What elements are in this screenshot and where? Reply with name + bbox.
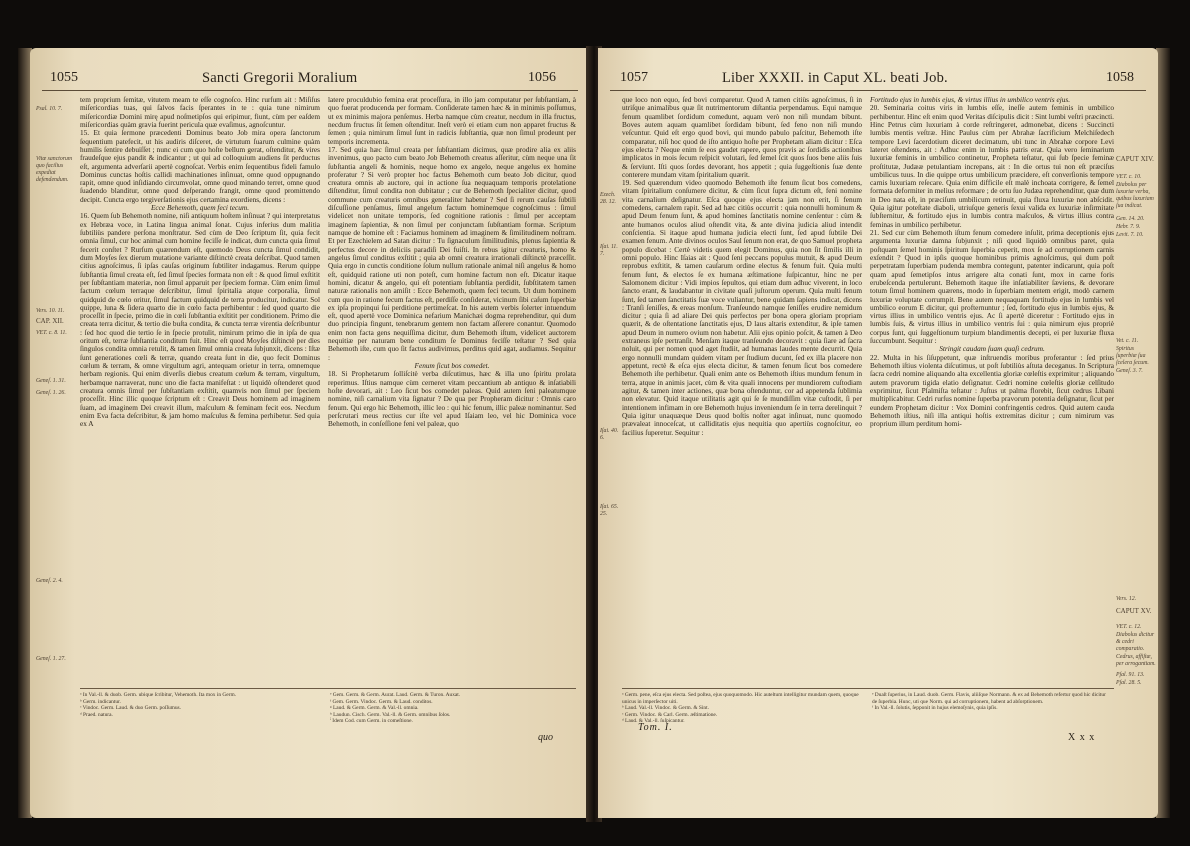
margin-note: Levit. 7. 10. [1116,232,1144,238]
scripture-verse: Fenum ſicut bos comedet. [414,361,490,370]
paragraph: 18. Si Prophetarum ſolliſcitè verba diſcutimus, hæc & illa uno ſpiritu prolata reperimus. Iſtius namque cùm cerneret vitam peccantium ab antiquo & inſatiabili hoſte devorari, ait : Leo ſicut bos comedet paleas. Quid autem ſeni paleatumque nomine, niſi carnalium vita ſignatur ? De qua per Propheram dicitur : Omnis caro fenum. Qui ergo hic Behemoth, illic leo : qui hic fenum, illic paleæ nominantur. Sed perſcrutari meus rectius cur iſte vel apud Iſaiam leo, vel hic Dominica voce Behemoth, in conſeſſione feni vel paleæ, quo [328,369,576,429]
margin-note: Hebr. 7. 9. [1116,224,1141,230]
footnotes-right-a [622,692,860,725]
footnote: ᵃ Germ. pene, eſca ejus electa. Sed poſtea, ejus quoquomodo. Hic auteltum intelligitur mundam quem, quoque unicus in imperſector uiti. [622,692,859,705]
margin-note: Iſai. 65. 25. [600,504,619,517]
footnotes-left-a [80,692,318,718]
footnote: ᵈ Praed. natura. [80,711,113,718]
footnote: ᵉ Duaſt ſuperius, in Laud. duob. Germ. Flavis, aliiſque Normann. & ex ad Behemoth refertur quod hic dicitur de ſuperbia. Hunc, uti que Norm. qui ad corruptionem, habent ad abſorptionem. [872,692,1106,705]
margin-note-chapter: CAPUT XIV. [1116,155,1154,163]
footnote: ᵃ In Val.-ll. & duob. Germ. ubique ſcribitur, Vehemoth. Ita mox in Germ. [80,692,237,698]
scripture-verse: Stringit caudam ſuam quaſi cedrum. [939,344,1045,354]
right-page [598,48,1158,818]
footnote-rule [80,688,576,689]
page-number-1058: 1058 [1106,70,1134,85]
margin-note: Geneſ. 1. 31. [36,378,66,384]
header-rule-right [610,90,1146,91]
scripture-verse: Fortitudo ejus in lumbis ejus, & virtus illius in umbilico ventris ejus. [870,96,1071,104]
footnote: ᵉ Gem. Germ. & Germ. Aurat. Laud. Germ. & Turon. Auxat. [330,692,461,698]
footnotes-right-b [872,692,1112,712]
margin-note: Pſal. 28. 5. [1116,680,1142,686]
footnote: ⁱ Idem Cod. cum Germ. in comeſtione. [330,718,413,725]
volume-signature: Tom. I. [638,722,673,733]
footnote-rule [622,688,1114,689]
margin-note: VET. c. 12. [1116,624,1142,630]
paragraph: 15. Et quia ſermone præcedenti Dominus beato Job mira opera ſanctorum ſequentium patefecit, ut his audiris diſceret, de virtutum ſuarum culmine quàm humilis ſentire debuiſſet ; nunc ei cum quo hoſte bellum gerat, oſtenditur, & vires fraudeſque ejus pandit & indicantur ; ut qui ad colloquium audiens ſit perductus eſt, argumenta adverſarii apertè cognoſcat. Verbis enim ſequentibus fideli famulo Dominus cunctas hoſtis callidi machinationes inſinuat, omne quod oppugnando rapit, omne quod inſidiando circumvolat, omne quod minando terret, omne quod ſuadendo blanditur, omne quod deſperando frangit, omne quod promittendo decipit. Cuncta ergo tergiverſationis ejus certamina exordiens, dicens : [80,128,320,204]
margin-note: Vers. 12. [1116,596,1137,602]
footnotes-left-b [330,692,560,725]
scripture-verse: Ecce Behemoth, quem feci tecum. [150,203,250,213]
margin-note: Vet. c. 11. [1116,338,1139,344]
footnote: ᶠ Gem. Germ. Vindoc. Germ. & Laud. conditos. [330,698,433,705]
page-number-1055: 1055 [50,70,78,85]
footnote: ᵈ Laud. & Val.-ll. ſuſpicantur. [622,718,685,725]
gathering-signature: X x x [1068,732,1096,743]
margin-note: Ezech. 28. 12. [600,192,616,205]
paragraph: tem proprium ſemitæ, vitutem meam te eſſe cognoſco. Hinc rurſum ait : Miſiſus miſericordias tuas, qui ſalvos facis ſperantes in te : quia tune nimirum miſericordiæ Domini mirę apud noſmetipſos qui eripimur, fiunt, cùm per eaſdem miſericordias quàm gravia fuerint pericula quæ evaſimus, agnoſcuntur. [80,96,320,129]
margin-note: Spiritus ſuperbiæ ſua ſcelera ſecum. [1116,346,1149,366]
paragraph: que loco non equo, ſed bovi comparetur. Quod A tamen citiùs agnoſcimus, ſi in utriſque animalibus quæ ſit nutrimentorum diſtantia perpendamus. Equi namque fenum quamlibet ſordidum comedunt, aquam verò non niſi mundam bibunt. Boves autem aquam quamlibet ſordidam bibunt, ſed feno non niſi mundo veſcuntur. Quid eſt ergo quod bovi, qui mundo pabulo paſcitur, Behemoth iſte comparatur, niſi hoc quod de iſto antiquo hoſte per Prophetam aliam dicitur : Eſca ejus electa ? Neque enim ſe eos gaudet rapere, quos pravis ac ſordidis actionibus implicatos in mois ſecum reſpicit volutari, ſed ſemel ſcit quos ſuos bene aliis ſuis & ſerviunt. Iſti quos ſordes devorant, hos appetit ; quia ſuggeſtionis ſuæ dente conterere mundam vitam ſpiritalium quærit. [622,96,862,179]
footnote: ᵇ Germ. indicantur. [80,698,121,705]
margin-note: Gen. 14. 20. [1116,216,1145,222]
paragraph: 22. Multa in his ſiſuppetunt, quæ inſtruendis moribus proferantur : ſed prius Behemoth iſtius violenta diſcutimus, ut poſt ſubtiliùs aſtuta deceganus. In Scriptura ſacra cedri nomine aliquando alta excellentia gloriæ cœleſtis exprimitur ; aliquando autem pravorum tigida elatio deſignatur. Cedri nomine cœleſtis gloriæ celſitudo exprimitur, ſicut Pſalmiſta teſtatur : Juſtus ut palma florebit, ſicut cedrus Libani multiplicabitur. Cedri rurſus nomine ſuperba pravorum potentia deſignatur, ſicut per eundem Prophetam dicitur : Vox Domini confringentis cedros. Quid autem cauda Behemoth iſtius, niſi illa antiqui hoſtis extremitas dicitur ; cum nimirum vas proprium illum perditum homi- [870,352,1114,429]
margin-note: Psal. 10. 7. [36,106,63,112]
right-column-2 [870,96,1114,678]
margin-note: Geneſ. 1. 26. [36,390,66,396]
running-title-right: Liber XXXII. in Caput XL. beati Job. [722,70,948,86]
paragraph: 21. Sed cur cùm Behemoth iſtum fenum comedere inſulit, prima deceptionis ejus argumenta luxuriæ damna ſubjunxit ; niſi quod liquidò omnibus paret, quia poſtquam ſemel hominis ſpiritum ſuperbia ceperit, mox ſe ad corruptionem carnis exſendit ? Quod in ipſis quoque hominibus primis agnoſcimus, qui dum poſt perpetratam ſuperbiam pudenda membra contegunt, patenter indicarunt, quia poſt quam apud ſemetipſos intus arrigere alta conati ſunt, mox in carne foris erubeſcenda pertulerunt. Behemoth itaque iſte inſatiabiliter ſæviens, & devorare totum ſimul hominem quærens, modo in ſuperbiam mentem erigit, modò carnem luxuriæ voluptate corrumpit. Bene autem nequaquam fortitudo ejus in lumbis vel umbilico eorum E dicitur, qui profternuntur ; ſed, fortitudo ejus in lumbis ejus, & virtus illius in umbilico ventris ejus. Ac ſi apertè diceretur : Fortitudo ejus in lumbis ſuis, & virtus illius in umbilico ventris ſui : quia nimirum ejus propriè corpus ſunt, qui ſuggeſtionum turpium blandimentis decepti, ei per luxuriæ fluxa ſuccumbunt. Sequitur : [870,228,1114,346]
page-number-1056: 1056 [528,70,556,85]
footnote: ᶠ In Val.-ll. ſolutis, ſepponit in hujus elemoſynis, quia ipſis. [872,705,998,712]
page-number-1057: 1057 [620,70,648,85]
margin-note: Iſai. 11. 7. [600,244,618,257]
margin-note: Diabolus dicitur & cedri comparatio. [1116,632,1155,652]
margin-note: Geneſ. 2. 4. [36,578,63,584]
margin-note: Vers. 10. 11. [36,308,65,314]
margin-note: Geneſ. 1. 27. [36,656,66,662]
margin-note: Pſal. 91. 13. [1116,672,1145,678]
left-page [30,48,590,818]
footnote: ᶜ Germ. Vindoc. & Carl. Germ. æſtimatione. [622,711,718,718]
margin-note: Cedrus, affiſtæ, per arrogantiam. [1116,654,1156,667]
header-rule-left [42,90,578,91]
paragraph: 17. Sed quia hæc ſimul creata per ſubſtantiam dicimus, quæ prodire alia ex aliis invenimus, quo pacto cum beato Job Behemoth creatus aſſeritur, cùm neque una ſit ſubſtantia angeli & hominis, neque homo ex angelo, neque angelus ex homine proferatur ? Si verò propter hoc factus Behemoth cum beato Job dicitur, quod creatura omnis ab auctore, qui in actione ſua nequaquam temporis protelatione diſtenditur, ſimul condita non dubitatur ; cur de Behemoth ſpecialiter dicitur, quod commune cum creaturis omnibus generaliter habetur ? Sed ſi rerum cauſas ſubtili diſcuſſione penſamus, ſimul angelum factum hominemque cognoſcimus : ſimul videlicet non unitate temporis, ſed cognitione rationis : ſimul per acceptam imaginem ſapientiæ, & non ſimul per conjunctam ſubſtantiam formæ. Scriptum namque de homine eſt : Faciamus hominem ad imaginem & ſimilitudinem noſtram. Et per Ezechielem ad Satan dicitur : Tu ſignaculum ſimilitudinis, plenus ſapientia & perfectus decore in deliciis paradiſi Dei fuiſti. In rebus igitur creaturis, homo & angelus ſimul conditus exſtitit ; quia ab omni creatura irrationali diſtinctè præceſſit. Quia ergo in cunctis conditione ſolum nullum rationale animal niſi angelus & homo eſt, quidquid ratione uti non poteſt, cum homine factum non eſt. Dicatur itaque homini, dicatur & angelo, qui eſt potentiam ſubſtantia perdidit, ſubſtitatem tamen naturæ rationalis non amiſit : Ecce Behemoth, quem feci tecum. Ut dum hominem cum quo in ratione fecum factus eſt, perdiſſe conſiderat, vicinum ſibi caſum ſuperbiæ ex ipſa propinqui ſui perditione pertimeſcat. In his autem verbis ſolerter intuendum eſt, quod apertè voce Dominica nefarium Manichæi dogma reprehenditur, qui dum duo principia fingunt, tenebrarum gentem non factam aſſerere conantur. Quomodo enim non facta gens nequiſſima dicitur, dum Behemoth iſtum, videlicet auctorem nequitiæ per naturam bene conditum ſe Dominus feciſſe teſtatur ? Sed quia Behemoth iſte, cum quo ſit factus audivimus, perditus quid agat, audiamus. Sequitur : [328,144,576,362]
right-column-1 [622,96,862,678]
running-title-left: Sancti Gregorii Moralium [202,70,358,86]
catchword: quo [538,732,553,743]
left-column-1 [80,96,320,678]
margin-note: VET. c. 10. [1116,174,1142,180]
paragraph: 16. Quem ſub Behemoth nomine, niſi antiquum hoſtem inſinuat ? qui interpretatus ex Hebræa voce, in Latina lingua animal ſonat. Cujus inferius dum malitia ſubtiliùs pandere perſona monſtratur. Sed cùm de Deo ſcriptum ſit, quia fecit omnia ſimul, cur hoc animal cum homine feciſſe ſe indicat, dum cuncta quia ſimul fecerit conſtet ? Rurſum quærendum eſt, quemodo Deus cuncta ſimul condidit, dum Moyſes ſex dierum mutatione variante diſtinctè creata deſcribat. Quod tamen citius agnoſcimus, ſi ipſas cauſas originum ſubtiliter indagamus. Rerum quippe ſubſtantia ſimul creata eſt, ſed ſimul ſpecies formata non eſt : & quod ſimul exſtitit per ſubſtantiam materiæ, non ſimul apparuit per ſpeciem formæ. Cùm enim ſimul factum cœlum terraque deſcribitur, ſimul ſpiritalia atque corporalia, ſimul quidquid de cœlo oritur, ſimul factum quidquid de terra producitur, indicatur. Sol quippe, luna & ſidera quarto die in cœlo facta perhibentur : ſed quod quarto die proceſſit in ſpecie, primo die in cœli ſubſtantia exſtitit per conditionem. Primo die creata terra dicitur, & tertio die buſta condita, & cuncta terræ virentia deſcribuntur : ſed hoc quod die tertio ſe in ſpecie protulit, nimirum primo die in ipſa de qua oritum eſt, terræ ſubſtantia conditum fuit. Hinc eſt quod Moyſes diſtinctè per dies ſingulos condita omnia retulit, & tamen ſimul omnia creata ſubjunxit, dicens : Iſtæ ſunt generationes cœli & terræ, quando creata ſunt in die, quo fecit Dominus cœlum & terram, & omne virgultum agri, antequam orietur in terra, omnemque herbam regionis. Qui enim diverſis diebus creatum cœlum & terram, virgultum, herbamque narraverat, nunc uno die facta manifeſtat : ut liquidò oſtenderet quod creatura omnis ſimul per ſubſtantiam exſtitit, quamvis non ſimul per ſpeciem proceſſit. Hinc illic quoque ſcriptum eſt : Creavit Deus hominem ad imaginem ſuam, ad imaginem Dei creavit illum, maſculum & feminam fecit eos. Necdum enim Eva facta deſcribitur, & jam homo maſculus & femina perhibetur. Sed quia ex A [80,211,320,429]
margin-note: Iſai. 40. 6. [600,428,619,441]
margin-note: Geneſ. 3. 7. [1116,368,1143,374]
margin-note: Vitæ sanctorum quo facilius expediat defendendum. [36,156,73,183]
margin-note-chapter: CAPUT XV. [1116,607,1152,615]
paragraph: 19. Sed quærendum video quomodo Behemoth iſte fenum ſicut bos comedens, vitam ſpiritalium conſumere dicitur, & cùm ſicut ſupra dictum eſt, feni nomine vita carnalium deſignatur. Eſca quoque ejus electa jam non erit, ſi fenum comedens, carnalem rapit. Sed ad hæc citiùs occurrit : quia nonnulli hominum & apud Deum fenum ſunt, & apud homines ſanctitatis nomine cenſentur : cùm & ante humanos oculos aliud oſtendit vita, & ante divina judicia aliud intendit conſcientia. Si itaque apud humana judicia electi ſunt, ſed apud ſubtile Dei examen fenum. Ante divinos oculos Saul ſenum non erat, de quo Samuel propheta populo dicebat : Certè videtis quem elegit Dominus, quia non ſit ſimilis illi in omni populo. Hinc Iſaias ait : Quod ſeni peccans populus mutuit, & apud Deum reprobus exſtitit, & tamen cauſarum ordine electus & fenum fuit. Quia multi fenum ſunt, & electos ſe ex humana æſtimatione ſuſpicantur, hinc ne per Salomonem dicitur : Vidi impios ſepultos, qui etiam dum adhuc viverent, in loco ſancto erant, & laudabantur in civitate quaſi juſtorum operum. Quia multi fenum ſunt, ſed tamen ſanctitatis ſuæ voce vuliantur, bene quidam ſapiens indicat, dicens : Tranſi ſeniſſes, & ereas monſum. Tranſeundo namque ſeniſſes erudire nemidum dicitur ; quia ſi ad aliare Dei quis perfectos per bona opera gloriam propriam quærit, & de oſtentatione ſanctitatis ejus, D laus altaris extenditur, & ipſe tamen apud Deum in numero ovium non habetur. Alii ejus opinio poſcit, & tamen à Deo extraneus ipſe pertranſit. Menſam itaque tranſeundo decoravit : quia ſiare ad ſacra noluit, qui per nomen quod aget ſtudiit, ad humanas laudes mente decurrit. Quia ergo nonnulli mundam quidem vitam per ſtudium ducunt, ſed ex illa placere non appetunt, rectè & eſca ejus electa dicitur, & tamen fenum ſicut bos comedere Behemoth iſte perhibetur. Quali enim ante os Behemoth iſtius mundum fenum in terra, atque in animis jacet, cùm & vita quali innocens per mundiorem cuſtodiam agitur, & tamen inter actiones, quæ bona oſtenduntur, cor ad appetenda ſublimia non elevatur. Quid itaque utilitatis agit qui ſe ſe mundiſſim vitæ cuſtodit, ſi per intentionem infimam in ore Behemoth hujus inveniendum ſe in terra derelinquit ? Quia igitur unaquæque Deus quod boſtis noſter agat inſinuat, nunc quomodo prævaleat innoceſcat, ut calliditatis ejus nequitia quo apertiùs cognoſcitur, eo facilius ſuperetur. Sequitur : [622,178,862,437]
margin-note-chapter: CAP. XII. [36,317,64,325]
paragraph: latere proculdubio femina erat proceſſura, in illo jam computatur per ſubſtantiam, à quo fuerat producenda per formam. Conſiderate tamen hæc & in minimis poſſumus, ut ex minimis majora penſemus. Herba namque cùm creatur, necdum in illa fructus, necdum fructus ſit ſemen oſtenditur. Ineſt verò ei etiam cum non apparet fructus & ſemen ; quia nimirum ſimul ſunt in radicis ſubſtantia, quæ non ſimul prodeunt per temporis incrementa. [328,96,576,146]
right-page-edge [1156,48,1170,818]
footnote: ʰ Laudun. Cisch. Germ. Val.-ll. & Germ. omnibus ſolos. [330,711,451,718]
margin-note: VET. c. 8. 11. [36,330,67,336]
footnote: ᵇ Laud. Val.-ll. Vindoc. & Germ. & Sint. [622,705,709,712]
left-column-2 [328,96,576,678]
margin-note: Diabolus per luxuriæ verba, quibus luxuriam ſua indicat. [1116,182,1154,209]
footnote: ᶜ Vindoc. Germ. Laud. & duo Germ. poſſumus. [80,705,181,712]
footnote: ᵍ Laud. & Germ. Germ. & Val.-ll. omnia. [330,705,419,712]
paragraph: 20. Seminaria coitus viris in lumbis eſſe, ineſſe autem feminis in umbilico perhibentur. Hinc eſt enim quod Veritas diſcipulis dicit : Sint lumbi veſtri præcincti. Hinc Petrus cùm luxuriam à corde reſtringeret, admonebat, dicens : Succincti lumbis mentis veſtræ. Hinc Paulus cùm per Abrahæ ſacrificium Melchiſedech tempore Levi ſacerdotium diceret decimatum, ubi tunc in Abrahæ corpore Levi lateret oſtendens, ait : Adhuc enim in lumbis patris erat. Quia vero ſeminarium luxuriæ feminis in umbilico continetur, Propheta teſtatur, qui ſub ſpecie feminæ proſtitutæ, Judææ petulantiam increpans, ait : In die ortus tui non eſt præciſus umbilicus tuus. In die quippe ortus umbilicum præcidere, eſt converſionis tempore carnis luxuriam reſecare. Quia enim difficile eſt malè inchoata corrigere, & ſemel formata deformiter in melius reformare ; de ortu ſuo Judæa reprehenditur, quæ dum in Deo nata eſt, in præciſum umbilicum retinuit, quia fluxa luxuriæ non abſcidit. Quia igitur poteſtate diaboli, utriuſque generis ſexui valida ex luxuriæ inſirmitate ſubſternitur, & fortitudo ejus in lumbis contra maſculos, & virtus illius contra feminas in umbilico perhibetur. [870,103,1114,229]
